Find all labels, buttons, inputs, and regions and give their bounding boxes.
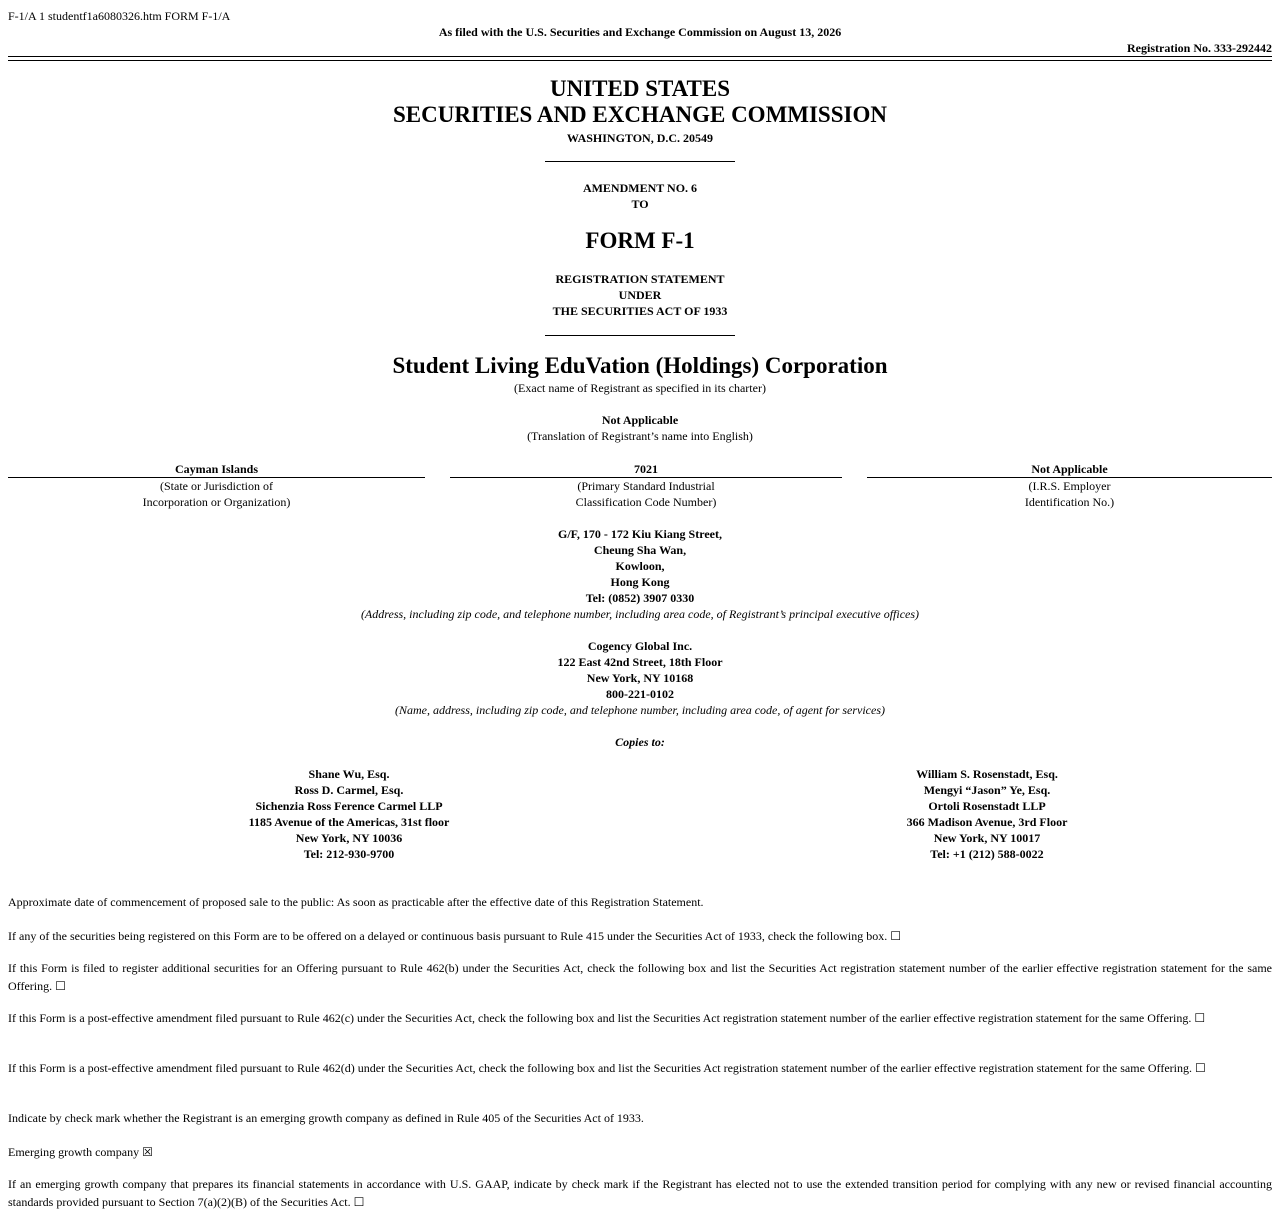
office-address-line-4: Hong Kong — [610, 575, 670, 589]
office-address-line-1: G/F, 170 - 172 Kiu Kiang Street, — [557, 527, 722, 541]
copies-line: 1185 Avenue of the Americas, 31st floor — [248, 815, 450, 829]
divider-rule — [545, 335, 735, 336]
filing-date-line: As filed with the U.S. Securities and Exchange Commission on August 13, 2026 — [438, 25, 842, 39]
registrant-name: Student Living EduVation (Holdings) Corporation — [392, 353, 888, 378]
sic-code-caption-1: (Primary Standard Industrial — [577, 479, 715, 493]
irs-id-caption-2: Identification No.) — [1024, 495, 1115, 509]
copies-line: New York, NY 10017 — [933, 831, 1041, 845]
statement-line-1: REGISTRATION STATEMENT — [555, 272, 725, 286]
file-header-line: F-1/A 1 studentf1a6080326.htm FORM F-1/A — [8, 9, 231, 23]
statement-line-2: UNDER — [618, 288, 662, 302]
agent-address-line-2: New York, NY 10168 — [586, 671, 694, 685]
paragraph-rule-462b: If this Form is filed to register additional securities for an Offering pursuant to Rule 462(b) under the Securities Act, check the following box and list the Securities Act registration statement number of the earlier effective registration statement for the same Offering. ☐ — [8, 961, 1272, 993]
copies-line: 366 Madison Avenue, 3rd Floor — [906, 815, 1068, 829]
sic-code-caption-2: Classification Code Number) — [575, 495, 717, 509]
amendment-to: TO — [631, 197, 649, 211]
office-address-line-2: Cheung Sha Wan, — [593, 543, 687, 557]
jurisdiction-value: Cayman Islands — [8, 461, 425, 478]
copies-block-underwriter-counsel — [787, 766, 1187, 862]
irs-id-caption-1: (I.R.S. Employer — [1028, 479, 1111, 493]
irs-id-value: Not Applicable — [867, 461, 1272, 478]
copies-line: New York, NY 10036 — [295, 831, 403, 845]
registrant-translation: Not Applicable — [601, 413, 679, 427]
divider-rule — [545, 161, 735, 162]
copies-line: William S. Rosenstadt, Esq. — [916, 767, 1058, 781]
registrant-name-caption: (Exact name of Registrant as specified in its charter) — [514, 381, 766, 395]
registrant-identifiers — [8, 461, 1272, 517]
agent-caption: (Name, address, including zip code, and telephone number, including area code, of agent for services) — [394, 703, 886, 717]
copies-line: Sichenzia Ross Ference Carmel LLP — [255, 799, 443, 813]
office-address-caption: (Address, including zip code, and telephone number, including area code, of Registrant’s principal executive offices) — [360, 607, 920, 621]
paragraph-transition-period: If an emerging growth company that prepares its financial statements in accordance with U.S. GAAP, indicate by check mark if the Registrant has elected not to use the extended transition period for complying with any new or revised financial accounting standards provided pursuant to Section 7(a)(2)(B) of the Securities Act. ☐ — [8, 1177, 1272, 1209]
sic-code-value: 7021 — [450, 461, 842, 478]
form-title: FORM F-1 — [585, 228, 695, 253]
copies-line: Tel: 212-930-9700 — [303, 847, 395, 861]
header-double-rule — [8, 56, 1272, 61]
registration-number: Registration No. 333-292442 — [1127, 41, 1272, 55]
copies-line: Mengyi “Jason” Ye, Esq. — [923, 783, 1051, 797]
agency-name: SECURITIES AND EXCHANGE COMMISSION — [393, 102, 887, 127]
copies-label: Copies to: — [615, 735, 665, 749]
copies-line: Ortoli Rosenstadt LLP — [928, 799, 1046, 813]
agency-country: UNITED STATES — [549, 76, 730, 101]
office-address-line-3: Kowloon, — [615, 559, 665, 573]
copies-line: Shane Wu, Esq. — [308, 767, 390, 781]
statement-line-3: THE SECURITIES ACT OF 1933 — [552, 304, 728, 318]
amendment-number: AMENDMENT NO. 6 — [582, 181, 698, 195]
copies-line: Tel: +1 (212) 588-0022 — [930, 847, 1044, 861]
paragraph-rule-462d: If this Form is a post-effective amendment filed pursuant to Rule 462(d) under the Securities Act, check the following box and list the Securities Act registration statement number of the earlier effective registration statement for the same Offering. ☐ — [8, 1061, 1206, 1075]
registrant-translation-caption: (Translation of Registrant’s name into English) — [527, 429, 753, 443]
agent-address-line-1: 122 East 42nd Street, 18th Floor — [557, 655, 723, 669]
paragraph-sale-commencement: Approximate date of commencement of proposed sale to the public: As soon as practicable after the effective date of this Registration Statement. — [8, 895, 704, 909]
agency-location: WASHINGTON, D.C. 20549 — [566, 131, 714, 145]
agent-name: Cogency Global Inc. — [587, 639, 693, 653]
jurisdiction-caption-1: (State or Jurisdiction of — [160, 479, 273, 493]
office-telephone: Tel: (0852) 3907 0330 — [585, 591, 695, 605]
copies-block-issuer-counsel — [149, 766, 549, 862]
jurisdiction-caption-2: Incorporation or Organization) — [142, 495, 291, 509]
copies-line: Ross D. Carmel, Esq. — [294, 783, 404, 797]
paragraph-rule-415: If any of the securities being registered on this Form are to be offered on a delayed or continuous basis pursuant to Rule 415 under the Securities Act of 1933, check the following box. ☐ — [8, 929, 901, 943]
sic-code-block — [450, 461, 842, 510]
paragraph-rule-462c: If this Form is a post-effective amendment filed pursuant to Rule 462(c) under the Securities Act, check the following box and list the Securities Act registration statement number of the earlier effective registration statement for the same Offering. ☐ — [8, 1011, 1206, 1025]
paragraph-egc-checkbox: Emerging growth company ☒ — [8, 1145, 153, 1159]
jurisdiction-block — [8, 461, 425, 510]
agent-telephone: 800-221-0102 — [606, 687, 674, 701]
irs-id-block — [867, 461, 1272, 510]
paragraph-egc-question: Indicate by check mark whether the Registrant is an emerging growth company as defined in Rule 405 of the Securities Act of 1933. — [8, 1111, 644, 1125]
